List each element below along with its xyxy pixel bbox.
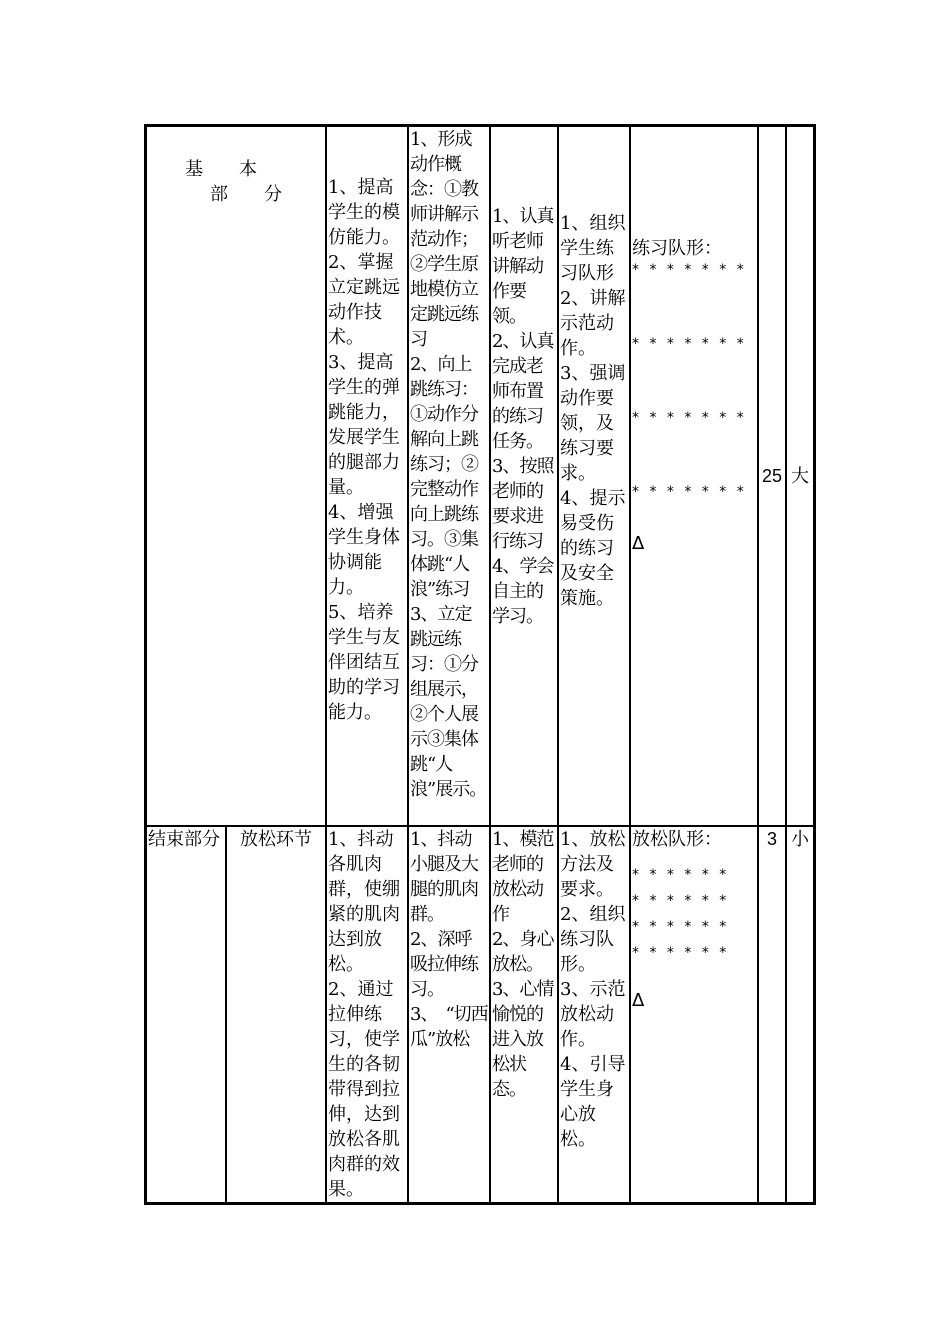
- ending-formation-cell: [630, 826, 758, 1203]
- ending-content-cell: [408, 826, 490, 1203]
- ending-student-text: 1、模范老师的放松动作 2、身心放松。 3、心情愉悦的进入放松状态。: [492, 829, 554, 1100]
- ending-section-cell: [146, 826, 226, 1203]
- ending-segment-cell: [226, 826, 326, 1203]
- formation-row: * * * * * * *: [632, 262, 747, 278]
- basic-content-cell: [408, 126, 490, 826]
- ending-goals-cell: [326, 826, 408, 1203]
- formation-row: * * * * * * *: [632, 336, 747, 352]
- basic-section-label-line1: 基 本: [185, 159, 257, 180]
- basic-formation-cell: [630, 126, 758, 826]
- basic-goals-cell: [326, 126, 408, 826]
- formation-row: * * * * * *: [632, 919, 730, 935]
- basic-teacher-cell: [558, 126, 630, 826]
- ending-time-cell: [758, 826, 786, 1203]
- basic-student-cell: [490, 126, 558, 826]
- formation-row: * * * * * *: [632, 867, 730, 883]
- formation-row: * * * * * * *: [632, 484, 747, 500]
- basic-student-text: 1、认真听老师讲解动作要领。 2、认真完成老师布置的练习任务。 3、按照老师的要求进行练习 4、学会自主的学习。: [492, 205, 554, 627]
- ending-goals-text: 1、抖动各肌肉群，使绷紧的肌肉达到放松。 2、通过拉伸练习，使学生的各韧带得到拉伸，达到放松各肌肉群的效果。: [328, 829, 400, 1200]
- teacher-position-mark: Δ: [632, 990, 645, 1011]
- basic-section-cell: [146, 126, 326, 826]
- ending-intensity-cell: [786, 826, 814, 1203]
- lesson-plan-table: [144, 124, 816, 1205]
- basic-goals-text: 1、提高学生的模仿能力。 2、掌握立定跳远动作技术。 3、提高学生的弹跳能力，发展学生的腿部力量。 4、增强学生身体协调能力。 5、培养学生与友伴团结互助的学习能力。: [328, 177, 400, 723]
- ending-teacher-cell: [558, 826, 630, 1203]
- formation-row: * * * * * *: [632, 945, 730, 961]
- formation-row: * * * * * *: [632, 893, 730, 909]
- ending-section-label: 结束部分: [148, 829, 220, 850]
- basic-time-value: 25: [761, 465, 783, 486]
- basic-time-cell: [758, 126, 786, 826]
- ending-content-text: 1、抖动小腿及大腿的肌肉群。 2、深呼吸拉伸练习。 3、 “切西瓜”放松: [410, 829, 488, 1050]
- teacher-position-mark: Δ: [632, 533, 645, 554]
- basic-intensity-value: 大: [791, 465, 809, 487]
- basic-intensity-cell: [786, 126, 814, 826]
- ending-time-value: 3: [766, 829, 777, 849]
- ending-student-cell: [490, 826, 558, 1203]
- basic-content-text: 1、形成动作概念：①教师讲解示范动作；②学生原地模仿立定跳远练习 2、向上跳练习：①动作分解向上跳练习；②完整动作向上跳练习。③集体跳“人浪”练习 3、立定跳远练习：①分组展示，②个人展示③集体跳“人浪”展示。: [410, 129, 487, 800]
- ending-teacher-text: 1、放松方法及要求。 2、组织练习队形。 3、示范放松动作。 4、引导学生身心放松。: [560, 829, 626, 1150]
- basic-part-row: [146, 126, 814, 826]
- formation-row: * * * * * * *: [632, 410, 747, 426]
- basic-section-label-line2: 部 分: [210, 184, 282, 205]
- ending-formation-label: 放松队形：: [632, 829, 722, 850]
- ending-intensity-value: 小: [791, 829, 809, 850]
- basic-formation-label: 练习队形：: [632, 238, 722, 259]
- ending-part-row: [146, 826, 814, 1203]
- basic-teacher-text: 1、组织学生练习队形 2、讲解示范动作。 3、强调动作要领，及练习要求。 4、提示易受伤的练习及安全策施。: [560, 213, 626, 609]
- ending-segment-label: 放松环节: [240, 829, 312, 850]
